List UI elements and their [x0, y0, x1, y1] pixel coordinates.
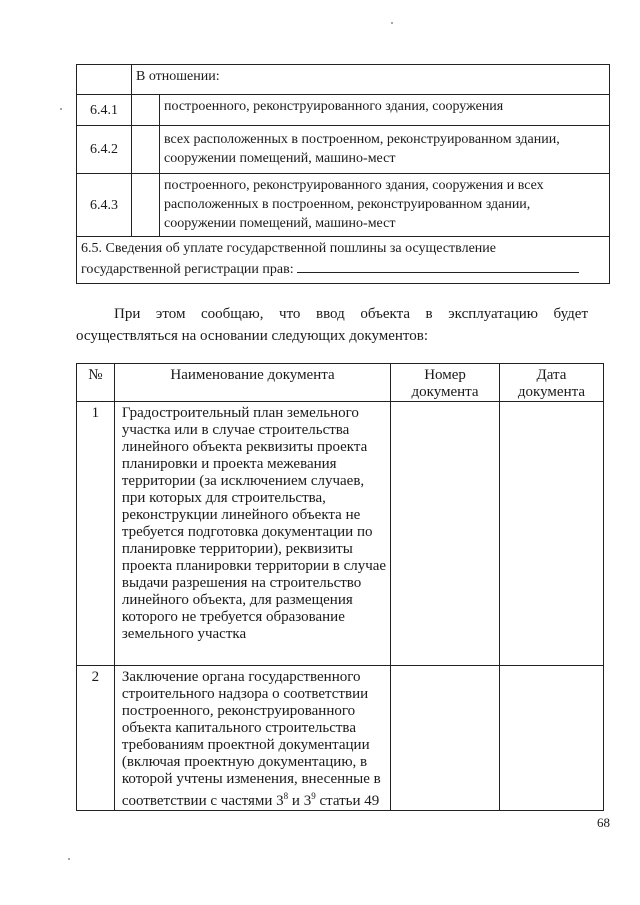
- document-name: Градостроительный план земельного участка или в случае строительства линейного объекта реквизиты проекта планировки и проекта межевания территории (за исключением случаев, при которых для строительства, реконструкции линейного объекта не требуется подготовка документации по планировке территории), реквизиты проекта планировки территории в случае выдачи разрешения на строительство линейного объекта, для размещения которого не требуется образование земельного участка: [114, 402, 390, 666]
- fee-line-2: государственной регистрации прав:: [81, 262, 294, 277]
- document-date-cell[interactable]: [499, 666, 603, 811]
- row-number: 1: [77, 402, 115, 666]
- checkbox-cell[interactable]: [132, 95, 160, 126]
- table-row: [77, 402, 604, 666]
- fee-line-1: 6.5. Сведения об уплате государственной пошлины за осуществление: [81, 241, 496, 256]
- table-row: [77, 174, 610, 237]
- empty-cell: [77, 65, 132, 95]
- row-number: 6.4.3: [77, 174, 132, 237]
- superscript: 9: [311, 791, 316, 801]
- document-date-cell[interactable]: [499, 402, 603, 666]
- table-row: [77, 95, 610, 126]
- header-name: Наименование документа: [114, 364, 390, 402]
- document-name-text: Заключение органа государственного строительного надзора о соответствии построенного, реконструированного объекта капитального строительства требованиям проектной документации (включая проектную документацию, в которой учтены изменения, внесенные в соответствии с частями 3: [121, 669, 381, 809]
- document-name: [114, 666, 390, 811]
- table-row: [77, 666, 604, 811]
- row-text: всех расположенных в построенном, реконструированном здании, сооружении помещений, машино-мест: [160, 126, 610, 174]
- page-number: 68: [597, 815, 610, 830]
- checkbox-cell[interactable]: [132, 126, 160, 174]
- header-doc-date: Дата документа: [499, 364, 603, 402]
- header-cell: В отношении:: [132, 65, 610, 95]
- row-number: 2: [77, 666, 115, 811]
- fee-blank-line[interactable]: [297, 258, 579, 273]
- documents-table: [76, 363, 604, 811]
- document-number-cell[interactable]: [391, 402, 500, 666]
- fee-cell: [77, 237, 610, 284]
- scan-speck: [60, 108, 62, 110]
- header-doc-number: Номер документа: [391, 364, 500, 402]
- document-name-text: статьи 49: [315, 793, 380, 809]
- header-num: №: [77, 364, 115, 402]
- document-name-text: и 3: [288, 793, 312, 809]
- section6-table: [76, 64, 610, 284]
- checkbox-cell[interactable]: [132, 174, 160, 237]
- intro-paragraph: [76, 303, 588, 347]
- paragraph-line-2: осуществляться на основании следующих документов:: [76, 328, 429, 344]
- superscript: 8: [283, 791, 289, 801]
- row-text: построенного, реконструированного здания, сооружения и всех расположенных в построенном, реконструированном здании, сооружении помещений, машино-мест: [160, 174, 610, 237]
- scan-speck: [68, 858, 70, 860]
- table-header-row: [77, 364, 604, 402]
- row-text: построенного, реконструированного здания, сооружения: [160, 95, 610, 126]
- paragraph-line-1: При этом сообщаю, что ввод объекта в эксплуатацию будет: [114, 306, 588, 322]
- row-number: 6.4.1: [77, 95, 132, 126]
- document-number-cell[interactable]: [391, 666, 500, 811]
- scan-speck: [391, 22, 393, 24]
- row-number: 6.4.2: [77, 126, 132, 174]
- table-row: [77, 126, 610, 174]
